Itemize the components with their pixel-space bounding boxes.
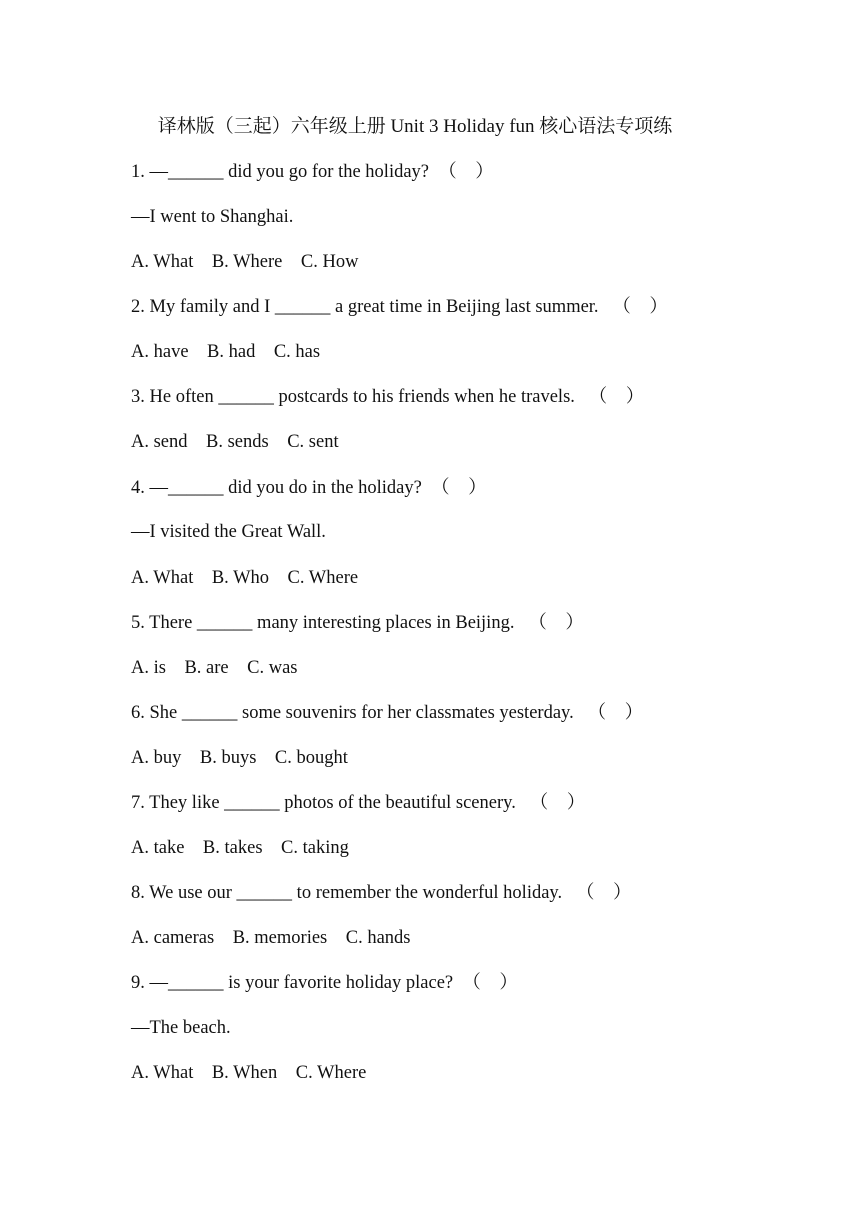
options-9: A. What B. When C. Where [131,1063,367,1083]
answer-9: —The beach. [131,1018,231,1038]
question-8: 8. We use our ______ to remember the wonderful holiday. （ ） [131,883,632,903]
options-4: A. What B. Who C. Where [131,568,359,588]
question-1: 1. —______ did you go for the holiday? （ ） [131,162,494,182]
options-2: A. have B. had C. has [131,342,321,362]
question-5: 5. There ______ many interesting places in Beijing. （ ） [131,613,584,633]
options-3: A. send B. sends C. sent [131,432,339,452]
question-3: 3. He often ______ postcards to his friends when he travels. （ ） [131,387,645,407]
question-9: 9. —______ is your favorite holiday place? （ ） [131,973,518,993]
question-2: 2. My family and I ______ a great time in Beijing last summer. （ ） [131,297,668,317]
question-6: 6. She ______ some souvenirs for her classmates yesterday. （ ） [131,703,644,723]
options-7: A. take B. takes C. taking [131,838,349,858]
options-5: A. is B. are C. was [131,658,298,678]
question-7: 7. They like ______ photos of the beautiful scenery. （ ） [131,793,586,813]
options-8: A. cameras B. memories C. hands [131,928,411,948]
document-title: 译林版（三起）六年级上册 Unit 3 Holiday fun 核心语法专项练 [157,116,673,137]
options-6: A. buy B. buys C. bought [131,748,348,768]
answer-1: —I went to Shanghai. [131,207,294,227]
answer-4: —I visited the Great Wall. [131,522,326,542]
question-4: 4. —______ did you do in the holiday? （ ） [131,478,487,498]
options-1: A. What B. Where C. How [131,252,359,272]
